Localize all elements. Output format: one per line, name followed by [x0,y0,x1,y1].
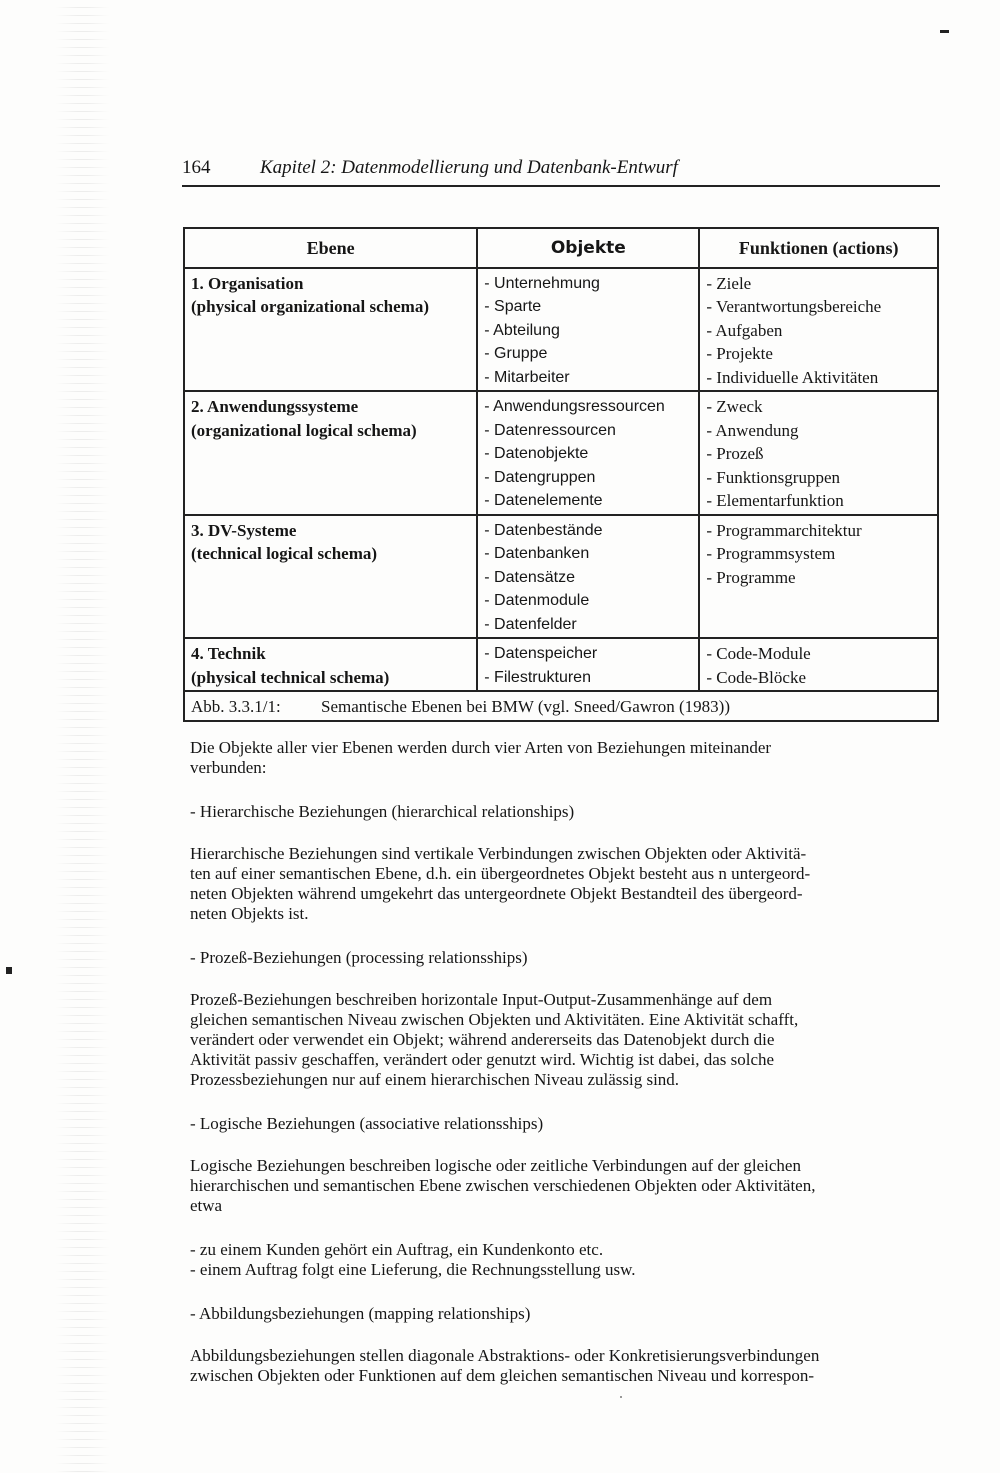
semantic-levels-table [183,227,939,722]
function-item: - Programme [706,567,796,587]
scan-speck [940,30,949,33]
functions-cell [699,638,938,691]
object-item: - Datensätze [484,568,575,586]
functions-cell [699,391,938,515]
objects-cell [477,268,699,392]
body-text [190,738,938,1410]
level-subtitle: (technical logical schema) [191,544,378,563]
chapter-title: Kapitel 2: Datenmodellierung und Datenbank-Entwurf [260,157,678,178]
heading-mapping: - Abbildungsbeziehungen (mapping relationships) [190,1304,531,1323]
object-item: - Sparte [484,298,542,315]
caption-text: Semantische Ebenen bei BMW (vgl. Sneed/Gawron (1983)) [321,697,731,716]
level-title: 3. DV-Systeme [191,520,297,540]
object-item: - Datenobjekte [484,445,589,462]
object-item: - Filestrukturen [484,668,591,686]
paragraph-hierarchical: Hierarchische Beziehungen sind vertikale Verbindungen zwischen Objekten oder Aktivitä- ten auf einer semantischen Ebene, d.h. ein übergeordnetes Objekt besteht aus n untergeord- neten Objekten während umgekehrt das untergeordnete Objekt Bestandteil des übergeord- neten Objekts ist. [190,844,811,923]
objects-cell [477,515,699,639]
table-row [184,638,938,691]
heading-logical: - Logische Beziehungen (associative relationsships) [190,1114,544,1133]
paragraph-processing: Prozeß-Beziehungen beschreiben horizontale Input-Output-Zusammenhänge auf dem gleichen semantischen Niveau zwischen Objekten und Aktivitäten. Eine Aktivität schafft, verändert oder verwendet ein Objekt; während andererseits das Datenobjekt durch die Aktivität passiv geschaffen, verändert oder genutzt wird. Wichtig ist dabei, das solche Prozessbeziehungen nur auf einem hierarchischen Niveau zulässig sind. [190,990,799,1089]
header-ebene: Ebene [184,228,477,268]
header-objekte: Objekte [477,228,699,268]
paragraph-mapping: Abbildungsbeziehungen stellen diagonale Abstraktions- oder Konkretisierungsverbindungen zwischen Objekten oder Funktionen auf dem gleichen semantischen Niveau und korrespon- [190,1346,820,1385]
function-item: - Code-Blöcke [706,667,806,687]
table-header-row [184,228,938,268]
object-item: - Datenelemente [484,492,603,509]
page-number: 164 [182,157,211,178]
object-item: - Anwendungsressourcen [484,398,665,415]
level-cell [184,268,477,392]
function-item: - Funktionsgruppen [706,467,841,487]
level-cell [184,638,477,691]
object-item: - Datenfelder [484,615,577,633]
object-item: - Datengruppen [484,468,596,486]
list-item: - einem Auftrag folgt eine Lieferung, die Rechnungsstellung usw. [190,1260,636,1279]
function-item: - Prozeß [706,444,764,463]
function-item: - Aufgaben [706,320,783,340]
caption-row [184,691,938,721]
scan-speck [6,967,12,974]
function-item: - Ziele [706,273,752,293]
function-item: - Zweck [706,397,763,416]
function-item: - Projekte [706,344,773,363]
object-item: - Datenspeicher [484,645,598,662]
level-subtitle: (physical organizational schema) [191,297,429,316]
level-title: 4. Technik [191,644,266,663]
object-item: - Datenbestände [484,521,603,539]
function-item: - Anwendung [706,420,799,440]
object-item: - Datenressourcen [484,421,616,439]
figure-caption [184,691,938,721]
scan-dot [620,1396,622,1398]
heading-processing: - Prozeß-Beziehungen (processing relationsships) [190,948,528,967]
function-item: - Elementarfunktion [706,491,844,510]
examples-list [190,1240,938,1280]
objects-cell [477,391,699,515]
function-item: - Individuelle Aktivitäten [706,367,879,387]
paragraph-logical: Logische Beziehungen beschreiben logische oder zeitliche Verbindungen auf der gleichen hierarchischen und semantischen Ebene zwischen verschiedenen Objekten oder Aktivitäten, etwa [190,1156,816,1215]
caption-label: Abb. 3.3.1/1: [191,697,281,716]
table-row [184,391,938,515]
object-item: - Datenmodule [484,592,590,609]
heading-hierarchical: - Hierarchische Beziehungen (hierarchical relationships) [190,802,575,821]
table-row [184,515,938,639]
object-item: - Mitarbeiter [484,368,570,386]
level-title: 2. Anwendungssysteme [191,397,359,416]
functions-cell [699,268,938,392]
object-item: - Unternehmung [484,274,600,292]
header-funktionen: Funktionen (actions) [699,228,938,268]
page-header [182,155,940,187]
object-item: - Abteilung [484,321,560,339]
functions-cell [699,515,938,639]
function-item: - Programmsystem [706,544,836,563]
function-item: - Verantwortungsbereiche [706,297,882,316]
scan-edge-shadow [55,0,110,1473]
level-subtitle: (organizational logical schema) [191,420,417,440]
function-item: - Code-Module [706,644,811,663]
level-cell [184,515,477,639]
level-cell [184,391,477,515]
level-title: 1. Organisation [191,273,304,293]
objects-cell [477,638,699,691]
list-item: - zu einem Kunden gehört ein Auftrag, ein Kundenkonto etc. [190,1240,604,1259]
intro-paragraph: Die Objekte aller vier Ebenen werden durch vier Arten von Beziehungen miteinander verbunden: [190,738,772,777]
object-item: - Datenbanken [484,545,590,562]
object-item: - Gruppe [484,345,548,362]
function-item: - Programmarchitektur [706,520,862,540]
level-subtitle: (physical technical schema) [191,667,390,687]
table-row [184,268,938,392]
